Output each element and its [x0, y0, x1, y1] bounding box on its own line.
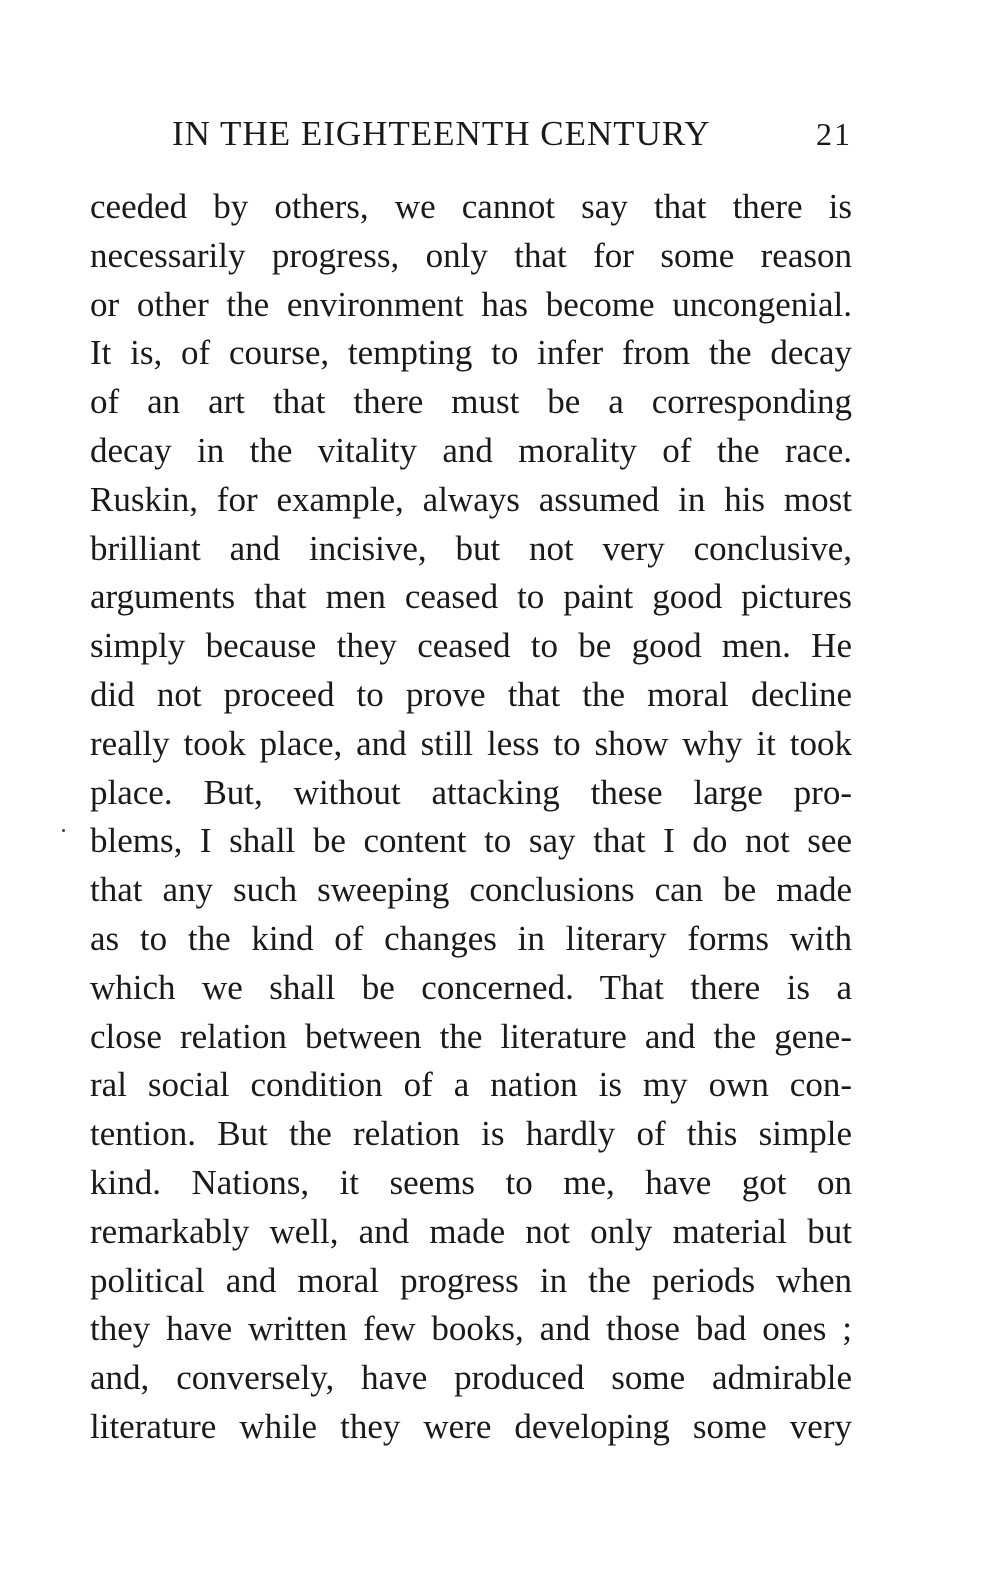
text-line: or other the environment has become uncongenial.	[90, 284, 852, 324]
text-line: close relation between the literature and the gene-	[90, 1016, 852, 1056]
text-line: Ruskin, for example, always assumed in his most	[90, 479, 852, 519]
running-head	[172, 112, 852, 156]
text-line: did not proceed to prove that the moral decline	[90, 674, 852, 714]
text-line: decay in the vitality and morality of the race.	[90, 430, 852, 470]
text-line: as to the kind of changes in literary forms with	[90, 918, 852, 958]
text-line: really took place, and still less to show why it took	[90, 723, 852, 763]
text-line: blems, I shall be content to say that I do not see	[90, 821, 852, 861]
text-line: literature while they were developing some very	[90, 1406, 852, 1446]
text-line: remarkably well, and made not only material but	[90, 1211, 852, 1251]
text-line: which we shall be concerned. That there is a	[90, 967, 852, 1007]
stray-ink-mark	[62, 829, 65, 832]
text-line: place. But, without attacking these large pro-	[90, 772, 852, 812]
page-number: 21	[816, 116, 852, 152]
text-line: they have written few books, and those bad ones ;	[90, 1309, 852, 1349]
text-line: ral social condition of a nation is my own con-	[90, 1065, 852, 1105]
text-line: that any such sweeping conclusions can be made	[90, 870, 852, 910]
text-line: of an art that there must be a corresponding	[90, 382, 852, 422]
text-line: ceeded by others, we cannot say that there is	[90, 187, 852, 226]
text-line: kind. Nations, it seems to me, have got on	[90, 1162, 852, 1202]
text-line: and, conversely, have produced some admirable	[90, 1358, 852, 1398]
text-line: necessarily progress, only that for some reason	[90, 235, 852, 275]
text-line: simply because they ceased to be good men. He	[90, 626, 852, 666]
text-line: tention. But the relation is hardly of this simple	[90, 1114, 852, 1154]
text-line: It is, of course, tempting to infer from the decay	[90, 333, 852, 373]
text-line: political and moral progress in the periods when	[90, 1260, 852, 1300]
text-line: arguments that men ceased to paint good pictures	[90, 577, 852, 617]
running-title: IN THE EIGHTEENTH CENTURY	[172, 114, 711, 153]
body-text	[90, 183, 852, 1452]
text-line: brilliant and incisive, but not very conclusive,	[90, 528, 852, 568]
